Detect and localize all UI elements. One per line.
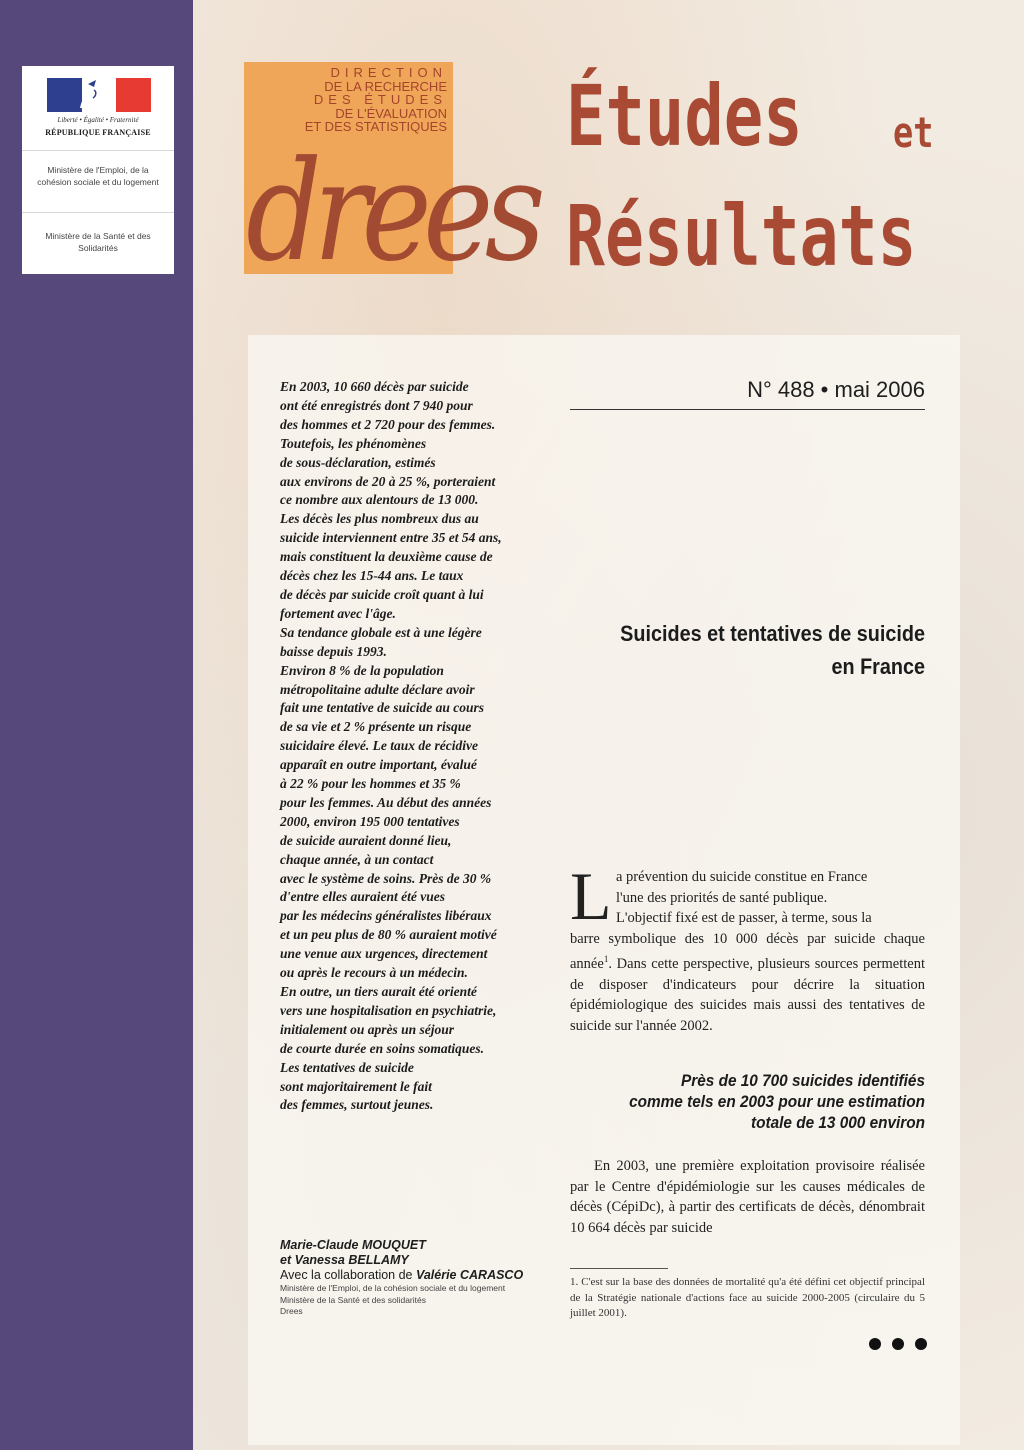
republic-label: RÉPUBLIQUE FRANÇAISE [45, 128, 151, 137]
government-logo-block [22, 66, 174, 274]
issue-number: N° 488 • mai 2006 [747, 377, 925, 402]
ministry-health: Ministère de la Santé et des Solidarités [45, 231, 151, 253]
masthead-et: et [893, 108, 934, 157]
affiliation: Drees [280, 1306, 303, 1316]
drees-logo [244, 62, 538, 292]
article-headline: Suicides et tentatives de suicide en France [620, 621, 925, 679]
summary-text: En 2003, 10 660 décès par suicide ont été enregistrés dont 7 940 pour des hommes et 2 720 pour des femmes. Toutefois, les phénomènes de sous-déclaration, estimés aux environs de 20 à 25 %, porteraient ce nombre aux alentours de 13 000. Les décès les plus nombreux dus au suicide interviennent entre 35 et 54 ans, mais constituent la deuxième cause de décès chez les 15-44 ans. Le taux de décès par suicide croît quant à lui fortement avec l'âge. Sa tendance globale est à une légère baisse depuis 1993. Environ 8 % de la population métropolitaine adulte déclare avoir fait une tentative de suicide au cours de sa vie et 2 % présente un risque suicidaire élevé. Le taux de récidive apparaît en outre important, évalué à 22 % pour les hommes et 35 % pour les femmes. Au début des années 2000, environ 195 000 tentatives de suicide auraient donné lieu, chaque année, à un contact avec le système de soins. Près de 30 % d'entre elles auraient été vues par les médecins généralistes libéraux et un peu plus de 80 % auraient motivé une venue aux urgences, directement ou après le recours à un médecin. En outre, un tiers aurait été orienté vers une hospitalisation en psychiatrie, initialement ou après un séjour de courte durée en soins somatiques. Les tentatives de suicide sont majoritairement le fait des femmes, surtout jeunes. [280, 379, 502, 1113]
government-motto: Liberté • Égalité • Fraternité [57, 116, 139, 124]
issue-rule [570, 409, 925, 410]
footnote: 1. C'est sur la base des données de mortalité qu'a été défini cet objectif principal de la Stratégie nationale d'actions face au suicide 2000-2005 (circulaire du 5 juillet 2001). [570, 1276, 925, 1319]
intro-paragraph: a prévention du suicide constitue en France l'une des priorités de santé publique. L'objectif fixé est de passer, à terme, sous la barre symbolique des 10 000 décès par suicide chaque année$^1$. Dans cette perspective, plusieurs sources permettent de disposer d'indicateurs pour décrire la situation épidémiologique des suicides mais aussi des tentatives de suicide sur l'année 2002. [570, 869, 925, 1034]
footnote-ref[interactable]: 1 [603, 954, 609, 965]
masthead-resultats: Résultats [566, 187, 917, 285]
affiliation: Ministère de l'Emploi, de la cohésion sociale et du logement [280, 1283, 506, 1293]
collaboration-line: Avec la collaboration de Valérie CARASCO [280, 1268, 524, 1282]
continuation-marker [869, 1338, 927, 1352]
ministry-employment: Ministère de l'Emploi, de la cohésion sociale et du logement [37, 165, 159, 187]
drop-cap: L [570, 858, 612, 934]
masthead-etudes: Études [566, 67, 803, 165]
author-name: et Vanessa BELLAMY [280, 1253, 409, 1267]
affiliation: Ministère de la Santé et des solidarités [280, 1294, 426, 1305]
author-name: Marie-Claude MOUQUET [280, 1238, 426, 1252]
author-block [280, 1238, 570, 1318]
sidebar-band [0, 0, 193, 1450]
drees-logo-text: DIRECTION DE LA RECHERCHE DES ÉTUDES DE L'ÉVALUATION ET DES STATISTIQUES [304, 65, 447, 134]
section-subheading: Près de 10 700 suicides identifiés comme tels en 2003 pour une estimation totale de 13 000 environ [629, 1072, 925, 1132]
divider [22, 150, 174, 151]
footnote-rule [570, 1268, 668, 1269]
drees-wordmark: drees [246, 131, 538, 292]
divider [22, 212, 174, 213]
marianne-icon [74, 78, 118, 112]
body-paragraph: En 2003, une première exploitation provisoire réalisée par le Centre d'épidémiologie sur les causes médicales de décès (CépiDc), à partir des certificats de décès, dénombrait 10 664 décès par suicide [570, 1158, 925, 1236]
